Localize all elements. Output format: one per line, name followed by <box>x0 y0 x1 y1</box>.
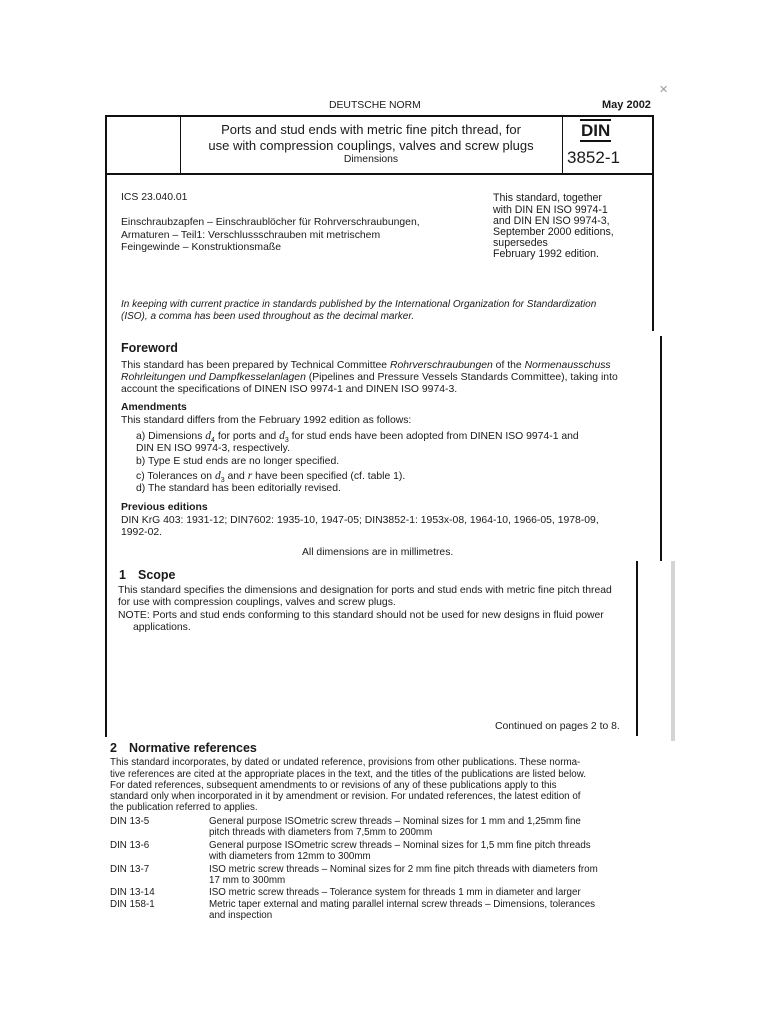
amendment-c-suffix: have been specified (cf. table 1). <box>252 471 406 482</box>
title-subtitle: Dimensions <box>343 154 399 165</box>
standards-body-name-2: Rohrleitungen und Dampfkesselanlagen <box>121 372 306 383</box>
amendment-c-mid: and <box>224 471 248 482</box>
normative-references-heading: Normative references <box>129 741 257 755</box>
standards-body-name-1: Normenausschuss <box>524 360 611 371</box>
amendment-item-b: b) Type E stud ends are no longer specified. <box>136 456 340 467</box>
scope-right-rule <box>636 561 638 736</box>
amendment-item-a-cont: DIN EN ISO 9974-3, respectively. <box>136 443 290 454</box>
reference-title-line: ISO metric screw threads – Nominal sizes for 2 mm fine pitch threads with diameters from <box>209 864 598 875</box>
amendments-heading: Amendments <box>121 402 187 413</box>
foreword-line-2-b: (Pipelines and Pressure Vessels Standards Committee), taking into <box>305 372 618 383</box>
continuation-note: Continued on pages 2 to 8. <box>495 721 620 732</box>
german-title-line-1: Einschraubzapfen – Einschraublöcher für Rohrverschraubungen, <box>121 217 420 228</box>
din-logo <box>580 122 611 140</box>
committee-name: Rohrverschraubungen <box>389 360 493 371</box>
reference-title-line: General purpose ISOmetric screw threads – Nominal sizes for 1 mm and 1,25mm fine <box>209 816 581 827</box>
normative-intro-line-2: tive references are cited at the appropriate places in the text, and the titles of the publications are listed below. <box>110 769 586 780</box>
scope-number: 1 <box>119 568 126 582</box>
scope-line-1: This standard specifies the dimensions and designation for ports and stud ends with metric fine pitch thread <box>118 585 612 596</box>
german-title-line-3: Feingewinde – Konstruktionsmaße <box>121 242 281 253</box>
scope-heading: Scope <box>138 568 176 582</box>
supersedes-line-4: September 2000 editions, <box>493 226 614 238</box>
scope-edge-rule <box>671 561 675 741</box>
dimensions-note: All dimensions are in millimetres. <box>302 547 454 558</box>
previous-editions-heading: Previous editions <box>121 502 208 513</box>
foreword-heading: Foreword <box>121 341 178 355</box>
decimal-note-line-2: (ISO), a comma has been used throughout as the decimal marker. <box>121 311 415 322</box>
amendments-intro: This standard differs from the February 1992 edition as follows: <box>121 415 412 426</box>
reference-code: DIN 158-1 <box>110 899 155 910</box>
normative-intro-line-5: the publication referred to applies. <box>110 802 258 813</box>
amendment-a-suffix: for stud ends have been adopted from DINEN ISO 9974-1 and <box>288 431 579 442</box>
amendment-item-a <box>136 430 579 444</box>
reference-title-line: Metric taper external and mating parallel internal screw threads – Dimensions, tolerances <box>209 899 596 910</box>
foreword-line-2 <box>121 372 618 384</box>
scope-note-line-2: applications. <box>133 622 191 633</box>
foreword-line-1 <box>121 360 611 372</box>
reference-title-line: ISO metric screw threads – Tolerance system for threads 1 mm in diameter and larger <box>209 887 581 898</box>
title-bottom-rule <box>106 173 654 175</box>
reference-title-line: and inspection <box>209 910 273 921</box>
title-right-divider <box>562 116 563 174</box>
d4-subscript: 4 <box>211 437 215 444</box>
d4-symbol <box>205 430 215 442</box>
reference-code: DIN 13-5 <box>110 816 150 827</box>
reference-title-line: 17 mm to 300mm <box>209 875 286 886</box>
reference-title-line: with diameters from 12mm to 300mm <box>209 851 371 862</box>
d3-subscript-c: 3 <box>220 477 225 484</box>
r-symbol: r <box>247 470 253 482</box>
d3-subscript: 3 <box>284 437 289 444</box>
supersedes-line-3: and DIN EN ISO 9974-3, <box>493 215 610 227</box>
normative-intro-line-1: This standard incorporates, by dated or undated reference, provisions from other publications. These norma- <box>110 757 581 768</box>
frame-right-rule <box>652 115 654 331</box>
din-number: 3852-1 <box>567 148 620 167</box>
foreword-line-1-a: This standard has been prepared by Technical Committee <box>121 360 390 371</box>
reference-code: DIN 13-6 <box>110 840 150 851</box>
d3-symbol-c <box>215 470 225 482</box>
d3-letter-c: d <box>214 470 221 482</box>
foreword-line-3: account the specifications of DINEN ISO 9974-1 and DINEN ISO 9974-3. <box>121 384 458 395</box>
crosshair-icon <box>659 85 668 96</box>
amendment-item-c <box>136 470 405 484</box>
foreword-right-rule <box>660 336 662 561</box>
amendment-a-prefix: a) Dimensions <box>136 431 206 442</box>
reference-code: DIN 13-14 <box>110 887 155 898</box>
scope-note-line-1: NOTE: Ports and stud ends conforming to this standard should not be used for new designs in fluid power <box>118 610 604 621</box>
din-label: DIN <box>581 121 611 140</box>
amendment-a-mid: for ports and <box>214 431 280 442</box>
supersedes-line-2: with DIN EN ISO 9974-1 <box>493 204 608 216</box>
reference-title-line: pitch threads with diameters from 7,5mm to 200mm <box>209 827 433 838</box>
reference-title-line: General purpose ISOmetric screw threads – Nominal sizes for 1,5 mm fine pitch threads <box>209 840 591 851</box>
supersedes-line-1: This standard, together <box>493 192 602 204</box>
normative-intro-line-4: standard only when incorporated in it by amendment or revision. For undated references, the latest edition of <box>110 791 581 802</box>
decimal-note-line-1: In keeping with current practice in standards published by the International Organization for Standardization <box>121 299 597 310</box>
amendment-item-d: d) The standard has been editorially revised. <box>136 483 341 494</box>
scope-line-2: for use with compression couplings, valves and screw plugs. <box>118 597 396 608</box>
title-line-2: use with compression couplings, valves and screw plugs <box>208 138 534 153</box>
normative-intro-line-3: For dated references, subsequent amendments to or revisions of any of these publications apply to this <box>110 780 557 791</box>
previous-editions-line-1: DIN KrG 403: 1931-12; DIN7602: 1935-10, 1947-05; DIN3852-1: 1953x-08, 1964-10, 1966-05, 1978-09, <box>121 515 599 526</box>
normative-references-number: 2 <box>110 741 117 755</box>
d4-letter: d <box>205 430 212 442</box>
d3-symbol <box>279 430 289 442</box>
foreword-line-1-b: of the <box>492 360 525 371</box>
german-title-line-2: Armaturen – Teil1: Verschlussschrauben mit metrischem <box>121 230 381 241</box>
reference-code: DIN 13-7 <box>110 864 150 875</box>
publication-date: May 2002 <box>602 99 651 111</box>
amendment-c-prefix: c) Tolerances on <box>136 471 215 482</box>
norm-label: DEUTSCHE NORM <box>329 100 421 111</box>
title-line-1: Ports and stud ends with metric fine pitch thread, for <box>221 122 521 137</box>
previous-editions-line-2: 1992-02. <box>121 527 163 538</box>
frame-top-rule <box>106 115 654 117</box>
supersedes-line-6: February 1992 edition. <box>493 248 600 260</box>
ics-code: ICS 23.040.01 <box>121 192 188 203</box>
supersedes-line-5: supersedes <box>493 237 548 249</box>
d3-letter: d <box>279 430 285 442</box>
frame-left-rule <box>105 115 107 737</box>
